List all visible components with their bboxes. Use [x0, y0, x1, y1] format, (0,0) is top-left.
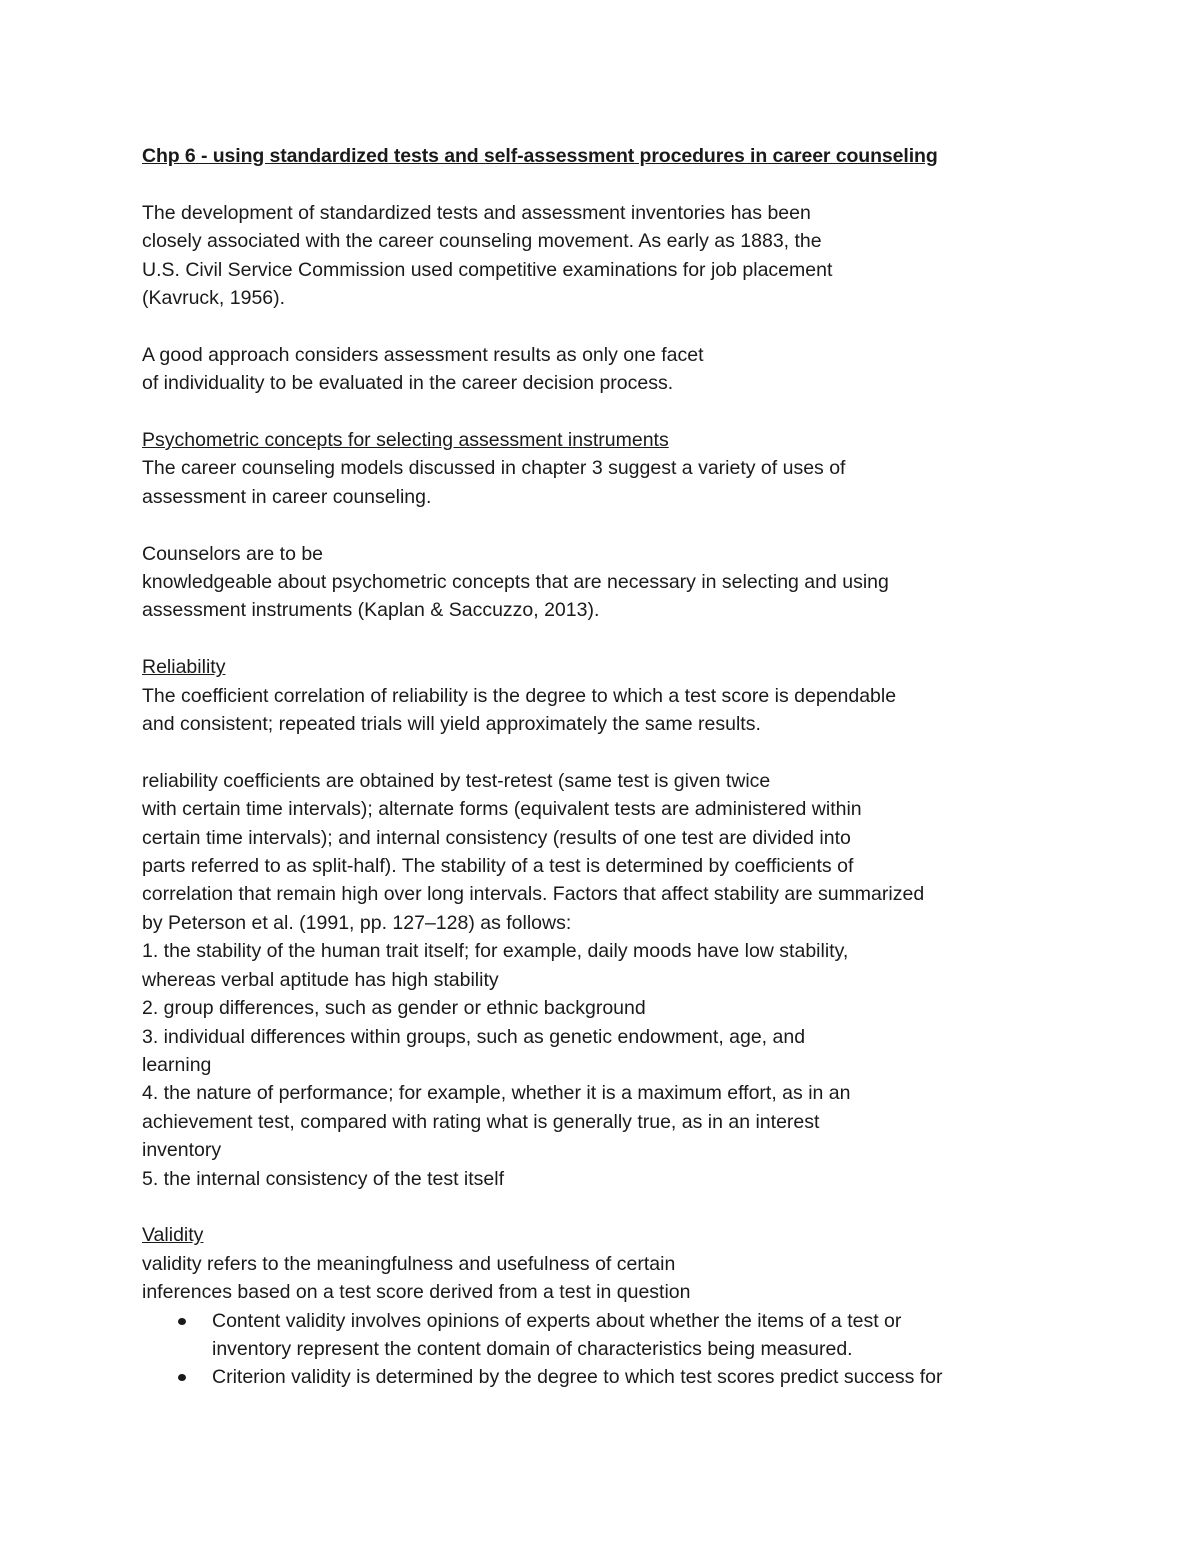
spacer — [142, 170, 1042, 198]
list-item: 2. group differences, such as gender or ethnic background — [142, 997, 646, 1020]
paragraph-line: U.S. Civil Service Commission used competitive examinations for job placement — [142, 258, 833, 281]
bullet-text: Criterion validity is determined by the degree to which test scores predict success for — [212, 1366, 943, 1389]
spacer — [142, 1193, 1042, 1221]
bullet-list — [142, 1307, 1042, 1392]
psychometric-heading: Psychometric concepts for selecting assessment instruments — [142, 429, 669, 452]
paragraph-line: correlation that remain high over long intervals. Factors that affect stability are summarized — [142, 883, 925, 906]
spacer — [142, 625, 1042, 653]
spacer — [142, 398, 1042, 426]
paragraph-line: by Peterson et al. (1991, pp. 127–128) as follows: — [142, 911, 572, 934]
paragraph-line: with certain time intervals); alternate forms (equivalent tests are administered within — [142, 798, 862, 821]
reliability-heading: Reliability — [142, 656, 226, 679]
intro-paragraph — [142, 199, 1042, 313]
bullet-item — [142, 1363, 1042, 1391]
psychometric-section — [142, 426, 1042, 511]
bullet-continuation: inventory represent the content domain of characteristics being measured. — [212, 1337, 853, 1360]
bullet-item — [142, 1307, 1042, 1335]
list-item: learning — [142, 1053, 212, 1076]
paragraph-line: parts referred to as split-half). The stability of a test is determined by coefficients of — [142, 855, 854, 878]
paragraph-line: assessment instruments (Kaplan & Saccuzzo, 2013). — [142, 599, 600, 622]
list-item: achievement test, compared with rating what is generally true, as in an interest — [142, 1110, 820, 1133]
spacer — [142, 738, 1042, 766]
validity-section — [142, 1221, 1042, 1391]
spacer — [142, 511, 1042, 539]
list-item: 4. the nature of performance; for example, whether it is a maximum effort, as in an — [142, 1082, 851, 1105]
bullet-icon — [178, 1318, 186, 1325]
bullet-icon — [178, 1374, 186, 1381]
paragraph-line: The coefficient correlation of reliability is the degree to which a test score is dependable — [142, 684, 897, 707]
paragraph-line: reliability coefficients are obtained by test-retest (same test is given twice — [142, 769, 771, 792]
document-page — [142, 142, 1042, 1392]
list-item: 5. the internal consistency of the test itself — [142, 1167, 505, 1190]
list-item: inventory — [142, 1139, 222, 1162]
paragraph-line: (Kavruck, 1956). — [142, 287, 286, 310]
paragraph-line: The career counseling models discussed in chapter 3 suggest a variety of uses of — [142, 457, 846, 480]
validity-heading: Validity — [142, 1224, 204, 1247]
approach-paragraph — [142, 341, 1042, 398]
list-item: 1. the stability of the human trait itself; for example, daily moods have low stability, — [142, 940, 849, 963]
paragraph-line: certain time intervals); and internal consistency (results of one test are divided into — [142, 826, 851, 849]
paragraph-line: assessment in career counseling. — [142, 485, 432, 508]
bullet-text: Content validity involves opinions of experts about whether the items of a test or — [212, 1309, 902, 1332]
paragraph-line: A good approach considers assessment results as only one facet — [142, 343, 704, 366]
spacer — [142, 312, 1042, 340]
list-item: 3. individual differences within groups, such as genetic endowment, age, and — [142, 1025, 806, 1048]
paragraph-line: inferences based on a test score derived from a test in question — [142, 1281, 691, 1304]
paragraph-line: The development of standardized tests and assessment inventories has been — [142, 201, 811, 224]
paragraph-line: of individuality to be evaluated in the career decision process. — [142, 372, 674, 395]
paragraph-line: Counselors are to be — [142, 542, 324, 565]
paragraph-line: closely associated with the career counseling movement. As early as 1883, the — [142, 230, 822, 253]
reliability-section — [142, 653, 1042, 1193]
paragraph-line: knowledgeable about psychometric concepts that are necessary in selecting and using — [142, 571, 889, 594]
list-item: whereas verbal aptitude has high stability — [142, 968, 499, 991]
document-title: Chp 6 - using standardized tests and self-assessment procedures in career counseling — [142, 145, 938, 167]
counselors-paragraph — [142, 540, 1042, 625]
paragraph-line: validity refers to the meaningfulness and usefulness of certain — [142, 1252, 676, 1275]
paragraph-line: and consistent; repeated trials will yield approximately the same results. — [142, 713, 761, 736]
